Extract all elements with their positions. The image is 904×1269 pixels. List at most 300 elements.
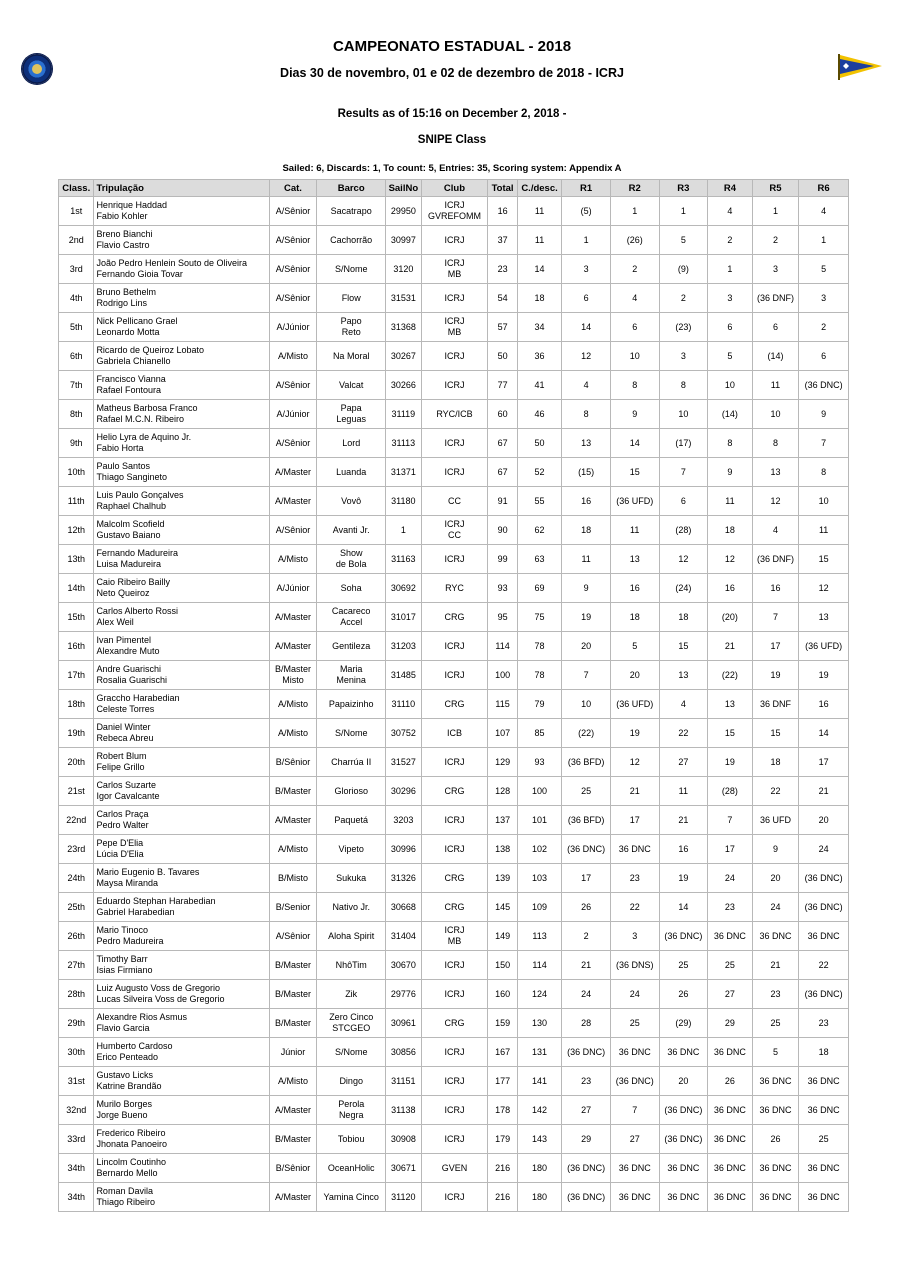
crew-cell — [94, 429, 268, 457]
club-name: ICRJ — [444, 519, 465, 529]
club-name: RYC/ICB — [436, 408, 473, 419]
category-cell — [270, 1038, 317, 1066]
category-line: A/Master — [274, 611, 311, 622]
boat-cell — [317, 1183, 385, 1211]
sail-number-cell: 29950 — [386, 197, 420, 225]
race-6-cell: 16 — [799, 690, 848, 718]
crew-helm: Francisco Vianna — [96, 374, 166, 384]
category-cell — [270, 255, 317, 283]
race-3-cell: (36 DNC) — [660, 1125, 708, 1153]
race-5-cell: 21 — [753, 951, 799, 979]
race-3-cell: (17) — [660, 429, 708, 457]
table-row — [59, 632, 848, 660]
boat-cell — [317, 342, 385, 370]
race-2-cell: 2 — [611, 255, 659, 283]
category-line: B/Master — [274, 1133, 311, 1144]
race-3-cell: 36 DNC — [660, 1183, 708, 1211]
boat-cell — [317, 545, 385, 573]
race-3-cell: 10 — [660, 400, 708, 428]
table-row — [59, 371, 848, 399]
race-6-cell: 13 — [799, 603, 848, 631]
category-line: Júnior — [280, 1046, 306, 1057]
club-cell — [422, 980, 488, 1008]
position-cell: 23rd — [59, 835, 93, 863]
net-cell: 11 — [518, 226, 562, 254]
race-4-cell: 36 DNC — [708, 1038, 752, 1066]
category-line: A/Misto — [277, 350, 308, 361]
sail-number-cell: 31119 — [386, 400, 420, 428]
race-1-cell: (36 DNC) — [562, 835, 610, 863]
race-2-cell: 9 — [611, 400, 659, 428]
club-cell — [422, 632, 488, 660]
race-2-cell: 3 — [611, 922, 659, 950]
crew-helm: Paulo Santos — [96, 461, 150, 471]
position-cell: 12th — [59, 516, 93, 544]
category-line: A/Sênior — [275, 205, 311, 216]
crew-cell — [94, 1125, 268, 1153]
net-cell: 69 — [518, 574, 562, 602]
sail-number-cell: 31163 — [386, 545, 420, 573]
sail-number-cell: 31138 — [386, 1096, 420, 1124]
position-cell: 6th — [59, 342, 93, 370]
boat-cell — [317, 690, 385, 718]
crew-cell — [94, 1096, 268, 1124]
boat-cell — [317, 806, 385, 834]
race-2-cell: 11 — [611, 516, 659, 544]
sail-number-cell: 31151 — [386, 1067, 420, 1095]
race-6-cell: 14 — [799, 719, 848, 747]
net-cell: 101 — [518, 806, 562, 834]
race-2-cell: 12 — [611, 748, 659, 776]
net-cell: 78 — [518, 632, 562, 660]
crew-helm: Frederico Ribeiro — [96, 1128, 166, 1138]
category-line: A/Sênior — [275, 437, 311, 448]
table-row — [59, 777, 848, 805]
boat-name: Glorioso — [334, 785, 368, 796]
race-4-cell: 8 — [708, 429, 752, 457]
category-line: B/Senior — [275, 901, 311, 912]
race-6-cell: 36 DNC — [799, 1096, 848, 1124]
club-name: ICRJ — [444, 234, 465, 245]
club-name: CC — [447, 530, 461, 540]
boat-name: Sacatrapo — [330, 205, 372, 216]
category-line: A/Master — [274, 814, 311, 825]
race-6-cell: 22 — [799, 951, 848, 979]
race-6-cell: 19 — [799, 661, 848, 689]
net-cell: 52 — [518, 458, 562, 486]
club-cell — [422, 226, 488, 254]
header-r3: R3 — [660, 180, 708, 196]
category-cell — [270, 284, 317, 312]
race-6-cell: 11 — [799, 516, 848, 544]
position-cell: 21st — [59, 777, 93, 805]
club-cell — [422, 748, 488, 776]
boat-name: NhôTim — [335, 959, 367, 970]
crew-crew: Flavio Garcia — [96, 1023, 150, 1033]
boat-name: Luanda — [336, 466, 367, 477]
position-cell: 4th — [59, 284, 93, 312]
crew-crew: Isias Firmiano — [96, 965, 153, 975]
race-1-cell: 21 — [562, 951, 610, 979]
race-2-cell: 16 — [611, 574, 659, 602]
category-line: A/Misto — [277, 698, 308, 709]
class-name: SNIPE Class — [417, 134, 487, 146]
club-name: ICRJ — [444, 843, 465, 854]
race-6-cell: 23 — [799, 1009, 848, 1037]
race-4-cell: 3 — [708, 284, 752, 312]
club-cell — [422, 835, 488, 863]
crew-crew: Rebeca Abreu — [96, 733, 154, 743]
sail-number-cell: 31371 — [386, 458, 420, 486]
club-name: ICRJ — [444, 925, 465, 935]
sail-number-cell: 30692 — [386, 574, 420, 602]
net-cell: 142 — [518, 1096, 562, 1124]
club-name: ICRJ — [444, 756, 465, 767]
race-1-cell: 23 — [562, 1067, 610, 1095]
boat-name: Reto — [341, 327, 361, 337]
total-cell: 138 — [488, 835, 516, 863]
total-cell: 60 — [488, 400, 516, 428]
club-name: ICRJ — [444, 640, 465, 651]
total-cell: 150 — [488, 951, 516, 979]
race-3-cell: (36 DNC) — [660, 922, 708, 950]
club-name: ICRJ — [444, 258, 465, 268]
boat-cell — [317, 864, 385, 892]
sail-number-cell: 31368 — [386, 313, 420, 341]
category-line: A/Sênior — [275, 524, 311, 535]
race-4-cell: 1 — [708, 255, 752, 283]
crew-crew: Erico Penteado — [96, 1052, 158, 1062]
category-cell — [270, 1009, 317, 1037]
net-cell: 41 — [518, 371, 562, 399]
boat-name: Zero Cinco — [329, 1012, 374, 1022]
net-cell: 103 — [518, 864, 562, 892]
race-2-cell: 27 — [611, 1125, 659, 1153]
club-cell — [422, 342, 488, 370]
category-line: B/Sênior — [275, 1162, 311, 1173]
crew-helm: Roman Davila — [96, 1186, 153, 1196]
position-cell: 5th — [59, 313, 93, 341]
race-2-cell: 18 — [611, 603, 659, 631]
race-4-cell: 21 — [708, 632, 752, 660]
race-3-cell: 18 — [660, 603, 708, 631]
race-5-cell: 36 DNC — [753, 1154, 799, 1182]
club-name: ICRJ — [444, 1046, 465, 1057]
sail-number-cell: 31110 — [386, 690, 420, 718]
sail-number-cell: 30908 — [386, 1125, 420, 1153]
race-2-cell: (36 UFD) — [611, 487, 659, 515]
race-4-cell: 23 — [708, 893, 752, 921]
race-3-cell: 19 — [660, 864, 708, 892]
club-cell — [422, 603, 488, 631]
boat-name: STCGEO — [332, 1023, 371, 1033]
header-r6: R6 — [799, 180, 848, 196]
category-cell — [270, 835, 317, 863]
race-4-cell: 15 — [708, 719, 752, 747]
race-3-cell: (24) — [660, 574, 708, 602]
club-name: GVEN — [441, 1162, 468, 1173]
header-sail-number: SailNo — [386, 180, 420, 196]
crew-helm: Nick Pellicano Grael — [96, 316, 178, 326]
table-row — [59, 1096, 848, 1124]
crew-helm: Robert Blum — [96, 751, 147, 761]
sail-number-cell: 31203 — [386, 632, 420, 660]
club-name: ICRJ — [444, 350, 465, 361]
table-row — [59, 197, 848, 225]
club-cell — [422, 284, 488, 312]
boat-name: S/Nome — [334, 727, 368, 738]
total-cell: 67 — [488, 458, 516, 486]
boat-cell — [317, 197, 385, 225]
header-r1: R1 — [562, 180, 610, 196]
race-3-cell: 5 — [660, 226, 708, 254]
net-cell: 131 — [518, 1038, 562, 1066]
club-cell — [422, 690, 488, 718]
race-6-cell: 15 — [799, 545, 848, 573]
table-row — [59, 1154, 848, 1182]
crew-crew: Felipe Grillo — [96, 762, 145, 772]
race-3-cell: 20 — [660, 1067, 708, 1095]
boat-name: Papaizinho — [328, 698, 374, 709]
race-5-cell: 17 — [753, 632, 799, 660]
crew-cell — [94, 1183, 268, 1211]
category-line: A/Júnior — [276, 321, 310, 332]
crew-crew: Jhonata Panoeiro — [96, 1139, 167, 1149]
category-cell — [270, 922, 317, 950]
club-cell — [422, 197, 488, 225]
crew-helm: Pepe D'Elia — [96, 838, 144, 848]
crew-helm: Henrique Haddad — [96, 200, 167, 210]
category-line: B/Master — [274, 664, 311, 674]
race-4-cell: 27 — [708, 980, 752, 1008]
race-2-cell: 20 — [611, 661, 659, 689]
boat-name: Valcat — [339, 379, 364, 390]
table-row — [59, 487, 848, 515]
race-6-cell: 24 — [799, 835, 848, 863]
race-4-cell: (22) — [708, 661, 752, 689]
race-2-cell: 1 — [611, 197, 659, 225]
race-1-cell: 10 — [562, 690, 610, 718]
race-3-cell: 21 — [660, 806, 708, 834]
total-cell: 216 — [488, 1183, 516, 1211]
position-cell: 1st — [59, 197, 93, 225]
race-2-cell: 4 — [611, 284, 659, 312]
category-line: A/Misto — [277, 727, 308, 738]
race-6-cell: 6 — [799, 342, 848, 370]
crew-cell — [94, 371, 268, 399]
race-1-cell: 24 — [562, 980, 610, 1008]
category-cell — [270, 748, 317, 776]
boat-name: Tobiou — [337, 1133, 365, 1144]
sail-number-cell: 30856 — [386, 1038, 420, 1066]
crew-cell — [94, 226, 268, 254]
scoring-summary: Sailed: 6, Discards: 1, To count: 5, Entries: 35, Scoring system: Appendix A — [282, 163, 622, 174]
crew-cell — [94, 951, 268, 979]
race-5-cell: (14) — [753, 342, 799, 370]
table-row — [59, 458, 848, 486]
club-cell — [422, 255, 488, 283]
crew-helm: Caio Ribeiro Bailly — [96, 577, 170, 587]
race-3-cell: 7 — [660, 458, 708, 486]
club-cell — [422, 777, 488, 805]
race-4-cell: 24 — [708, 864, 752, 892]
sail-number-cell: 30996 — [386, 835, 420, 863]
race-6-cell: 36 DNC — [799, 1154, 848, 1182]
club-cell — [422, 951, 488, 979]
header-r4: R4 — [708, 180, 752, 196]
boat-cell — [317, 429, 385, 457]
category-cell — [270, 980, 317, 1008]
race-2-cell: 21 — [611, 777, 659, 805]
race-3-cell: 26 — [660, 980, 708, 1008]
position-cell: 3rd — [59, 255, 93, 283]
boat-cell — [317, 719, 385, 747]
race-4-cell: (14) — [708, 400, 752, 428]
race-6-cell: 17 — [799, 748, 848, 776]
club-name: GVREFOMM — [427, 211, 481, 221]
race-1-cell: 19 — [562, 603, 610, 631]
race-1-cell: 12 — [562, 342, 610, 370]
boat-name: de Bola — [335, 559, 367, 569]
crew-crew: Leonardo Motta — [96, 327, 160, 337]
boat-name: S/Nome — [334, 1046, 368, 1057]
club-name: CRG — [444, 872, 465, 883]
crew-helm: Timothy Barr — [96, 954, 148, 964]
boat-name: Gentileza — [332, 640, 371, 651]
boat-cell — [317, 313, 385, 341]
boat-name: Zik — [345, 988, 358, 999]
boat-name: Accel — [340, 617, 363, 627]
race-3-cell: 4 — [660, 690, 708, 718]
race-6-cell: (36 DNC) — [799, 371, 848, 399]
category-cell — [270, 516, 317, 544]
race-3-cell: 22 — [660, 719, 708, 747]
header-total: Total — [488, 180, 516, 196]
category-cell — [270, 661, 317, 689]
table-row — [59, 1125, 848, 1153]
page-title: CAMPEONATO ESTADUAL - 2018 — [332, 38, 572, 55]
category-line: A/Sênior — [275, 379, 311, 390]
race-1-cell: 28 — [562, 1009, 610, 1037]
crew-cell — [94, 516, 268, 544]
net-cell: 34 — [518, 313, 562, 341]
race-6-cell: 36 DNC — [799, 1067, 848, 1095]
crew-cell — [94, 1154, 268, 1182]
boat-cell — [317, 661, 385, 689]
table-row — [59, 313, 848, 341]
race-4-cell: 36 DNC — [708, 1183, 752, 1211]
club-cell — [422, 661, 488, 689]
category-line: A/Master — [274, 466, 311, 477]
boat-name: Cachorrão — [330, 234, 373, 245]
sail-number-cell: 3203 — [386, 806, 420, 834]
crew-cell — [94, 835, 268, 863]
club-name: CC — [447, 495, 461, 506]
results-timestamp: Results as of 15:16 on December 2, 2018 - — [337, 108, 567, 120]
total-cell: 159 — [488, 1009, 516, 1037]
race-1-cell: (5) — [562, 197, 610, 225]
crew-crew: Neto Queiroz — [96, 588, 150, 598]
race-6-cell: 4 — [799, 197, 848, 225]
table-row — [59, 545, 848, 573]
category-line: A/Master — [274, 495, 311, 506]
crew-helm: Ivan Pimentel — [96, 635, 151, 645]
race-5-cell: 3 — [753, 255, 799, 283]
boat-cell — [317, 603, 385, 631]
total-cell: 216 — [488, 1154, 516, 1182]
table-row — [59, 893, 848, 921]
table-row — [59, 922, 848, 950]
race-3-cell: 2 — [660, 284, 708, 312]
crew-crew: Igor Cavalcante — [96, 791, 160, 801]
crew-helm: Breno Bianchi — [96, 229, 153, 239]
position-cell: 8th — [59, 400, 93, 428]
race-1-cell: 13 — [562, 429, 610, 457]
header-net: C./desc. — [518, 180, 562, 196]
boat-cell — [317, 226, 385, 254]
club-cell — [422, 516, 488, 544]
club-name: ICRJ — [444, 959, 465, 970]
table-row — [59, 719, 848, 747]
total-cell: 145 — [488, 893, 516, 921]
race-3-cell: 36 DNC — [660, 1038, 708, 1066]
club-name: ICRJ — [444, 553, 465, 564]
table-row — [59, 284, 848, 312]
header-club: Club — [422, 180, 488, 196]
boat-name: Nativo Jr. — [332, 901, 370, 912]
club-cell — [422, 1125, 488, 1153]
position-cell: 32nd — [59, 1096, 93, 1124]
net-cell: 141 — [518, 1067, 562, 1095]
race-5-cell: 36 DNF — [753, 690, 799, 718]
crew-cell — [94, 342, 268, 370]
crew-cell — [94, 922, 268, 950]
club-name: ICRJ — [444, 1104, 465, 1115]
table-row — [59, 864, 848, 892]
race-4-cell: 9 — [708, 458, 752, 486]
position-cell: 18th — [59, 690, 93, 718]
race-1-cell: 3 — [562, 255, 610, 283]
race-5-cell: 22 — [753, 777, 799, 805]
sail-number-cell: 30267 — [386, 342, 420, 370]
results-table — [58, 179, 849, 1212]
crew-crew: Pedro Madureira — [96, 936, 164, 946]
category-cell — [270, 197, 317, 225]
net-cell: 102 — [518, 835, 562, 863]
total-cell: 54 — [488, 284, 516, 312]
category-cell — [270, 487, 317, 515]
race-2-cell: 15 — [611, 458, 659, 486]
total-cell: 100 — [488, 661, 516, 689]
position-cell: 28th — [59, 980, 93, 1008]
race-3-cell: (36 DNC) — [660, 1096, 708, 1124]
total-cell: 99 — [488, 545, 516, 573]
total-cell: 160 — [488, 980, 516, 1008]
net-cell: 180 — [518, 1154, 562, 1182]
category-line: B/Misto — [277, 872, 308, 883]
race-4-cell: 16 — [708, 574, 752, 602]
crew-cell — [94, 719, 268, 747]
boat-cell — [317, 574, 385, 602]
race-1-cell: 16 — [562, 487, 610, 515]
race-1-cell: (36 DNC) — [562, 1154, 610, 1182]
club-cell — [422, 893, 488, 921]
club-name: MB — [447, 269, 462, 279]
race-4-cell: 11 — [708, 487, 752, 515]
club-cell — [422, 574, 488, 602]
race-3-cell: (23) — [660, 313, 708, 341]
race-4-cell: 25 — [708, 951, 752, 979]
